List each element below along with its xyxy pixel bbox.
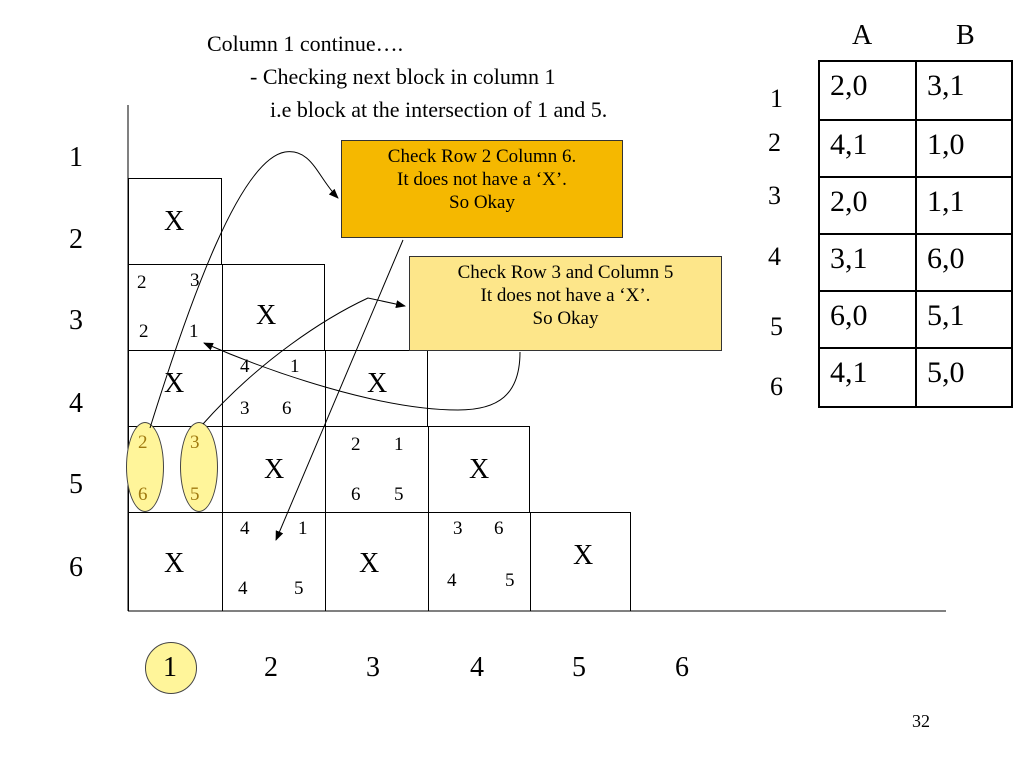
table-row-label: 5 (770, 312, 783, 341)
intro-line-3: i.e block at the intersection of 1 and 5. (270, 97, 608, 122)
cell-value: 2 (137, 272, 147, 293)
table-row-label: 6 (770, 372, 783, 401)
column-label: 6 (675, 652, 689, 683)
x-mark: X (164, 548, 185, 579)
table-cell: 4,1 (820, 121, 917, 178)
table-header-b: B (956, 20, 975, 51)
intro-line-2: - Checking next block in column 1 (250, 64, 556, 89)
cell-value: 2 (139, 321, 149, 342)
column-label: 2 (264, 652, 278, 683)
cell-value: 1 (290, 356, 300, 377)
table-cell: 4,1 (820, 349, 917, 406)
intro-line-1: Column 1 continue…. (207, 31, 404, 56)
row-label: 1 (69, 142, 83, 173)
column-label: 1 (163, 652, 177, 683)
table-row-label: 3 (768, 181, 781, 210)
x-mark: X (164, 206, 185, 237)
cell-value-highlighted: 6 (138, 484, 148, 505)
table-row (820, 233, 1011, 292)
cell-value: 3 (190, 270, 200, 291)
cell-value: 1 (298, 518, 308, 539)
table-row (820, 347, 1011, 406)
cell-value: 5 (505, 570, 515, 591)
table-cell: 5,1 (927, 299, 965, 332)
cell-value: 3 (240, 398, 250, 419)
row-label: 4 (69, 388, 83, 419)
table-row (820, 290, 1011, 349)
table-cell: 3,1 (927, 69, 965, 102)
payoff-table (818, 60, 1013, 408)
column-label: 4 (470, 652, 484, 683)
callout-line: So Okay (532, 308, 599, 329)
x-mark: X (469, 454, 490, 485)
callout-line: Check Row 3 and Column 5 (457, 262, 674, 283)
cell-value: 6 (351, 484, 361, 505)
cell-value: 4 (447, 570, 457, 591)
table-row (820, 62, 1011, 119)
cell-value: 6 (494, 518, 504, 539)
x-mark: X (164, 368, 185, 399)
table-row (820, 176, 1011, 235)
table-cell: 3,1 (820, 235, 917, 292)
cell-value-highlighted: 2 (138, 432, 148, 453)
cell-value: 4 (240, 518, 250, 539)
table-row (820, 119, 1011, 178)
cell-value: 5 (294, 578, 304, 599)
x-mark: X (573, 540, 594, 571)
table-cell: 2,0 (820, 62, 917, 119)
callout-line: It does not have a ‘X’. (397, 169, 567, 190)
cell-value: 2 (351, 434, 361, 455)
column-label: 5 (572, 652, 586, 683)
x-mark: X (256, 300, 277, 331)
cell-value: 4 (238, 578, 248, 599)
row-label: 3 (69, 305, 83, 336)
table-row-label: 2 (768, 128, 781, 157)
callout-line: Check Row 2 Column 6. (387, 146, 577, 167)
cell-value: 1 (394, 434, 404, 455)
row-label: 2 (69, 224, 83, 255)
callout-line: So Okay (449, 192, 515, 213)
x-mark: X (264, 454, 285, 485)
table-cell: 6,0 (820, 292, 917, 349)
table-header-a: A (852, 20, 873, 51)
table-cell: 6,0 (927, 242, 965, 275)
cell-value: 1 (189, 321, 199, 342)
table-cell: 1,1 (927, 185, 965, 218)
cell-value-highlighted: 3 (190, 432, 200, 453)
cell-value: 4 (240, 356, 250, 377)
cell-value: 5 (394, 484, 404, 505)
table-row-label: 1 (770, 84, 783, 113)
cell-value: 6 (282, 398, 292, 419)
table-cell: 5,0 (927, 356, 965, 389)
table-row-label: 4 (768, 242, 781, 271)
callout-line: It does not have a ‘X’. (480, 285, 651, 306)
page-number: 32 (912, 711, 930, 731)
cell-value-highlighted: 5 (190, 484, 200, 505)
table-cell: 1,0 (927, 128, 965, 161)
table-cell: 2,0 (820, 178, 917, 235)
cell-value: 3 (453, 518, 463, 539)
row-label: 6 (69, 552, 83, 583)
column-label: 3 (366, 652, 380, 683)
x-mark: X (359, 548, 380, 579)
x-mark: X (367, 368, 388, 399)
row-label: 5 (69, 469, 83, 500)
